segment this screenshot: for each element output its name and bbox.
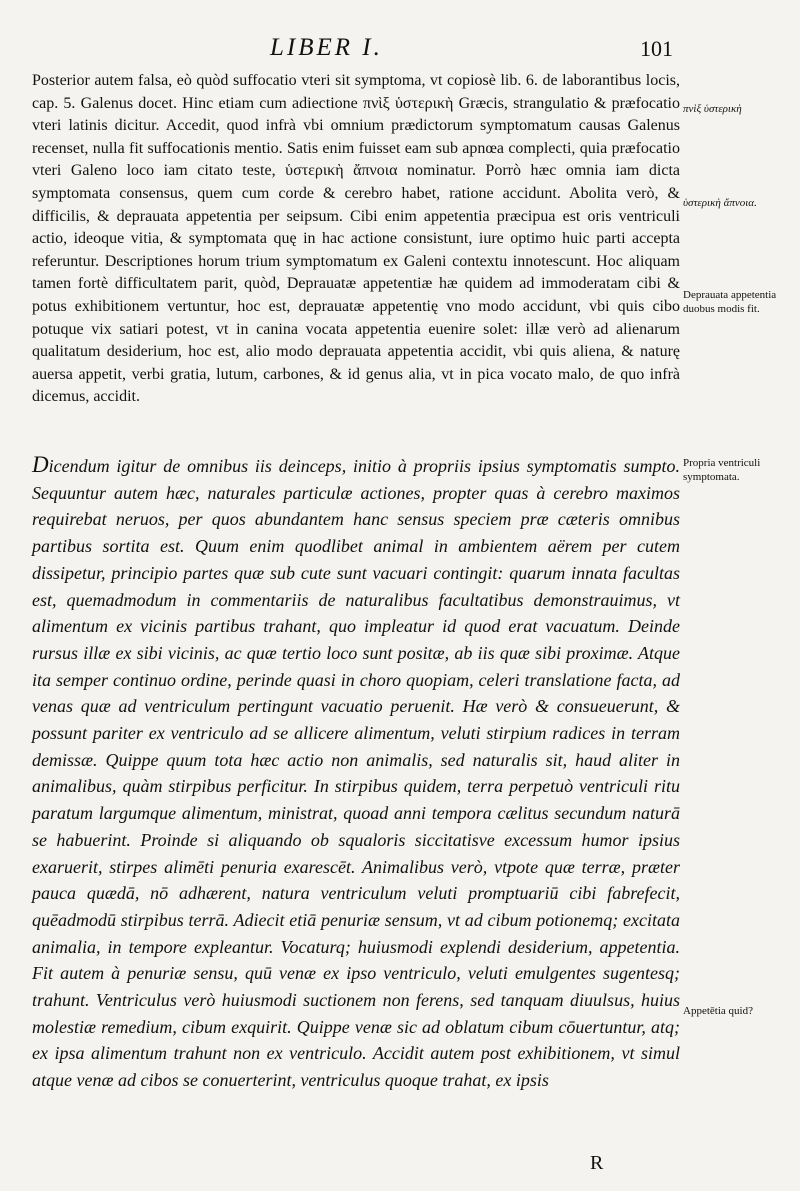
italic-paragraph-body: icendum igitur de omnibus iis deinceps, initio à propriis ipsius symptomatis sumpto. Sequuntur autem hæc, naturales particulæ actiones, propter quas à cerebro maximos requirebat neruos, per quos abundantem hanc sensus speciem præ cæteris omnibus partibus sortita est. Quum enim quodlibet animal in ambientem aërem per cutem dissipetur, principio partes quæ sub cute sunt vacuari contingit: quarum innata facultas est, quemadmodum in commentariis de naturalibus facultatibus demonstrauimus, vt alimentum ex vicinis partibus trahant, quo impleatur id quod erat vacuatum. Deinde rursus illæ ex sibi vicinis, ac quæ tertio loco sunt positæ, ab iis quæ sibi proximæ. Atque ita semper continuo ordine, perinde quasi in choro quopiam, celeri translatione facta, ad venas quæ ad ventriculum pertingunt vacuatio peruenit. Hæ verò & consueuerunt, & possunt pariter ex ventriculo ad se allicere alimentum, veluti stirpium radices in terram demissæ. Quippe quum tota hæc actio non animalis, sed naturalis sit, haud aliter in animalibus, quàm stirpibus perficitur. In stirpibus quidem, terra perpetuò ventriculi ritu paratum largumque alimentum, ministrat, quoad anni tempora cælitus secundum naturā se habuerint. Proinde si aliquando ob squaloris siccitatisve excessum humor ipsius exaruerit, stirpes alimēti penuria exarescēt. Animalibus verò, vtpote quæ terræ, præter pauca quædā, nō adhærent, natura ventriculum veluti promptuariū cibi fabrefecit, quēadmodū stirpibus terrā. Adiecit etiā penuriæ sensum, vt ad cibum potionemq; excitata animalia, in tempore expleantur. Vocaturq; huiusmodi explendi desiderium, appetentia. Fit autem à penuriæ sensu, quū venæ ex ipso ventriculo, veluti emulgentes sugentesq; trahunt. Ventriculus verò huiusmodi suctionem non ferens, sed tanquam diuulsus, huius molestiæ remedium, cibum exquirit. Quippe venæ sic ad oblatum cibum cōuertuntur, atq; ex ipsa alimentum trahunt non ex ventriculo. Accidit autem post exhibitionem, vt simul atque venæ ad cibos se conuerterint, ventriculus quoque trahat, ex ipsis xyxy=(32,456,680,1091)
italic-text-paragraph xyxy=(32,452,680,1094)
margin-note-appetentia: Appetētia quid? xyxy=(683,1005,753,1017)
page-number: 101 xyxy=(640,36,673,61)
margin-note-greek-1: πνὶξ ὑστερικὴ xyxy=(683,103,742,115)
roman-text-paragraph: Posterior autem falsa, eò quòd suffocatio vteri sit symptoma, vt copiosè lib. 6. de laborantibus locis, cap. 5. Galenus docet. Hinc etiam cum adiectione πνὶξ ὑστερικὴ Græcis, strangulatio & præfocatio vteri latinis dicitur. Accedit, quod infrà vbi omnium prædictorum symptomatum causas Galenus recenset, nulla fit suffocationis mentio. Satis enim fuisset eam sub apnœa complecti, quia præfocatio vteri Galeno loco iam citato teste, ὑστερικὴ ἄπνοια nominatur. Porrò hæc omnia iam dicta symptomata consensus, quem cum corde & cerebro habet, ratione accidunt. Abolita verò, & difficilis, & deprauata appetentia per seipsum. Cibi enim appetentia præcipua est oris ventriculi actio, ideoque vitia, & symptomata quę in hac actione consistunt, iure optimo huic parti accepta referuntur. Descriptiones horum trium symptomatum ex Galeni contextu innotescunt. Hoc aliquam tamen fortè difficultatem parit, quòd, Deprauatæ appetentiæ hæ quidem ad immoderatam cibi & potus exhibitionem vertuntur, hoc est, deprauatæ appetentię vno modo accidunt, vbi quis cibo potuque vix satiari potest, vt in canina vocata appetentia euenire solet: illæ verò ad alienarum qualitatum desiderium, hoc est, alio modo deprauata appetentia accidit, vbi quis aliena, & naturę auersa appetit, verbi gratia, lutum, carbones, & id genus alia, vt in pica vocato malo, de quo infrà dicemus, accidit. xyxy=(32,72,680,406)
margin-note-deprauata: Deprauata appetentia duobus modis fit. xyxy=(683,289,777,315)
margin-note-greek-2: ὑστερικὴ ἄπνοια. xyxy=(683,197,757,209)
margin-note-propria: Propria ventriculi symptomata. xyxy=(683,457,761,483)
running-title: LIBER I. xyxy=(270,34,383,61)
catchword: R xyxy=(590,1152,604,1174)
initial-letter: D xyxy=(32,452,49,477)
